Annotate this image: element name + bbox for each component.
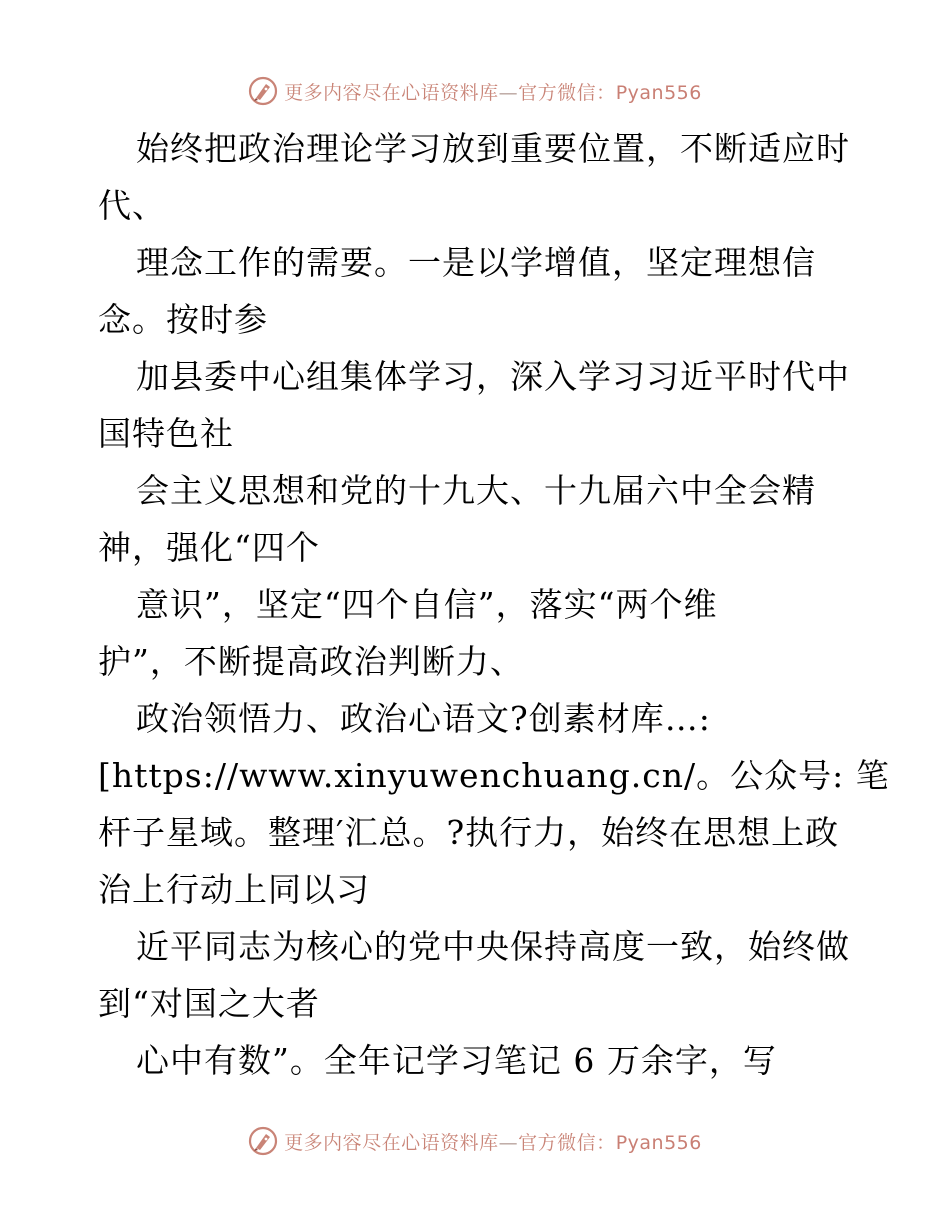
- body-line: 加县委中心组集体学习，深入学习习近平时代中: [136, 357, 850, 396]
- watermark-separator: —: [498, 81, 519, 104]
- body-line: 神，强化“四个: [98, 528, 320, 567]
- watermark-separator: —: [498, 1131, 519, 1154]
- body-line: 杆子星域。整理′汇总。?执行力，始终在思想上政: [98, 813, 840, 852]
- watermark-suffix: 官方微信：: [518, 81, 616, 104]
- watermark-text: 更多内容尽在心语资料库—官方微信：Pyan556: [284, 1131, 702, 1154]
- body-line: [https://www.xinyuwenchuang.cn/。公众号: 笔: [98, 756, 890, 795]
- body-line: 意识”，坚定“四个自信”，落实“两个维: [136, 585, 718, 624]
- body-line: 近平同志为核心的党中央保持高度一致，始终做: [136, 927, 850, 966]
- watermark-text: 更多内容尽在心语资料库—官方微信：Pyan556: [284, 81, 702, 104]
- body-line: 理念工作的需要。一是以学增值，坚定理想信: [136, 243, 816, 282]
- watermark-account: Pyan556: [615, 81, 702, 104]
- body-line: 始终把政治理论学习放到重要位置，不断适应时: [136, 129, 850, 168]
- body-line: 到“对国之大者: [98, 984, 320, 1023]
- body-line: 护”，不断提高政治判断力、: [98, 642, 524, 681]
- body-line: 念。按时参: [98, 300, 268, 339]
- body-line: 会主义思想和党的十九大、十九届六中全会精: [136, 471, 816, 510]
- body-line: 国特色社: [98, 414, 234, 453]
- body-line: 心中有数”。全年记学习笔记 6 万余字，写: [136, 1041, 777, 1080]
- watermark-account: Pyan556: [615, 1131, 702, 1154]
- body-line: 治上行动上同以习: [98, 870, 370, 909]
- pen-nib-logo-icon: [248, 1126, 278, 1156]
- body-line: 政治领悟力、政治心语文?创素材库…:: [136, 699, 711, 738]
- footer-watermark: [0, 1121, 950, 1161]
- header-watermark: [0, 71, 950, 111]
- watermark-suffix: 官方微信：: [518, 1131, 616, 1154]
- pen-nib-logo-icon: [248, 76, 278, 106]
- document-body: [98, 120, 890, 1089]
- body-line: 代、: [98, 186, 166, 225]
